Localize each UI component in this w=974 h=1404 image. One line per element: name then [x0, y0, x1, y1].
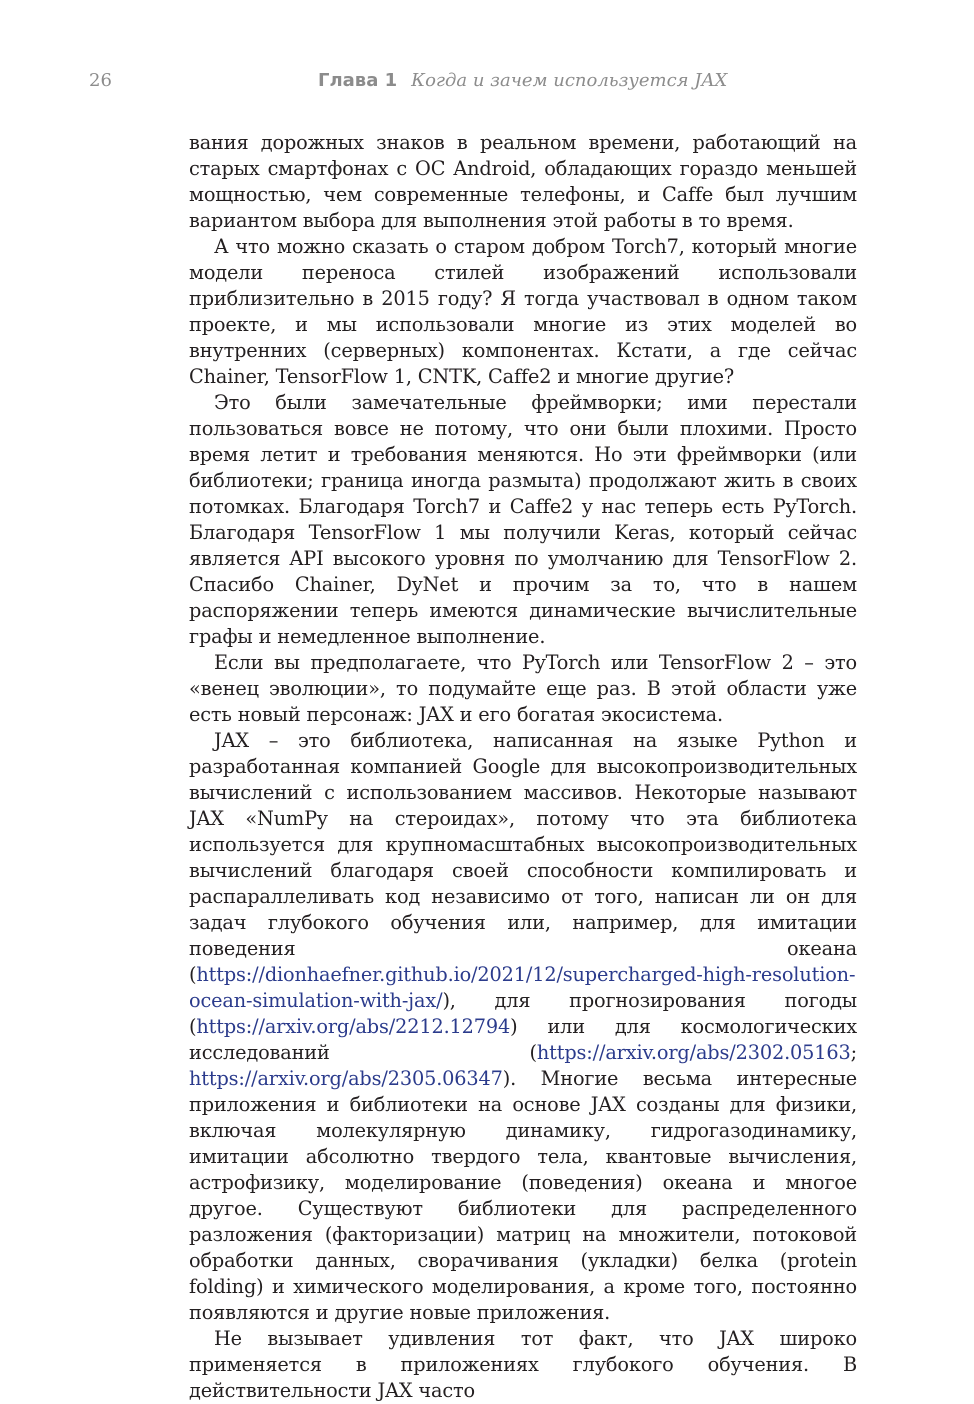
- link-dionhaefner[interactable]: https://dionhaefner.github.io/2021/12/supercharged-high-resolution-ocean-simulation-with-jax/: [189, 963, 856, 1012]
- paragraph-5-text-d: ;: [850, 1041, 857, 1064]
- paragraph-5: [189, 728, 857, 1326]
- link-arxiv-2302[interactable]: https://arxiv.org/abs/2302.05163: [536, 1041, 851, 1064]
- link-arxiv-2305[interactable]: https://arxiv.org/abs/2305.06347: [189, 1067, 503, 1090]
- paragraph-5-text-b: ), для прогнозирования погоды (: [189, 989, 857, 1038]
- paragraph-6: Не вызывает удивления тот факт, что JAX широко применяется в приложениях глубокого обучения. В действительности JAX часто: [189, 1327, 857, 1402]
- paragraph-5-text-a: JAX – это библиотека, написанная на языке Python и разработанная компанией Google для высокопроизводительных вычислений с использованием массивов. Некоторые называют JAX «NumPy на стероидах», потому что эта библиотека используется для крупномасштабных высокопроизводительных вычислений благодаря своей способности компилировать и распараллеливать код независимо от того, написан ли он для задач глубокого обучения или, например, для имитации поведения океана (: [189, 729, 857, 986]
- paragraph-1: вания дорожных знаков в реальном времени, работающий на старых смартфонах с ОС Android, обладающих гораздо меньшей мощностью, чем современные телефоны, и Caffe был лучшим вариантом выбора для выполнения этой работы в то время.: [189, 131, 857, 232]
- paragraph-3: Это были замечательные фреймворки; ими перестали пользоваться вовсе не потому, что они были плохими. Просто время летит и требования меняются. Но эти фреймворки (или библиотеки; граница иногда размыта) продолжают жить в своих потомках. Благодаря Torch7 и Caffe2 у нас теперь есть PyTorch. Благодаря TensorFlow 1 мы получили Keras, который сейчас является API высокого уровня по умолчанию для TensorFlow 2. Спасибо Chainer, DyNet и прочим за то, что в нашем распоряжении теперь имеются динамические вычислительные графы и немедленное выполнение.: [189, 391, 857, 648]
- paragraph-2: А что можно сказать о старом добром Torch7, который многие модели переноса стилей изображений использовали приблизительно в 2015 году? Я тогда участвовал в одном таком проекте, и мы использовали многие из этих моделей во внутренних (серверных) компонентах. Кстати, а где сейчас Chainer, TensorFlow 1, CNTK, Caffe2 и многие другие?: [189, 235, 857, 388]
- body-text: [189, 130, 857, 1404]
- paragraph-5-text-c: ) или для космологических исследований (: [189, 1015, 857, 1064]
- chapter-title: Когда и зачем используется JAX: [411, 70, 728, 91]
- link-arxiv-2212[interactable]: https://arxiv.org/abs/2212.12794: [196, 1015, 511, 1038]
- paragraph-5-text-e: ). Многие весьма интересные приложения и библиотеки на основе JAX созданы для физики, включая молекулярную динамику, гидрогазодинамику, имитации абсолютно твердого тела, квантовые вычисления, астрофизику, моделирование (поведения) океана и многое другое. Существуют библиотеки для распределенного разложения (факторизации) матриц на множители, потоковой обработки данных, сворачивания (укладки) белка (protein folding) и химического моделирования, а кроме того, постоянно появляются и другие новые приложения.: [189, 1067, 857, 1324]
- running-header: [318, 70, 727, 91]
- page-number: 26: [89, 70, 112, 91]
- chapter-label: Глава 1: [318, 70, 398, 91]
- paragraph-4: Если вы предполагаете, что PyTorch или TensorFlow 2 – это «венец эволюции», то подумайте еще раз. В этой области уже есть новый персонаж: JAX и его богатая экосистема.: [189, 651, 857, 726]
